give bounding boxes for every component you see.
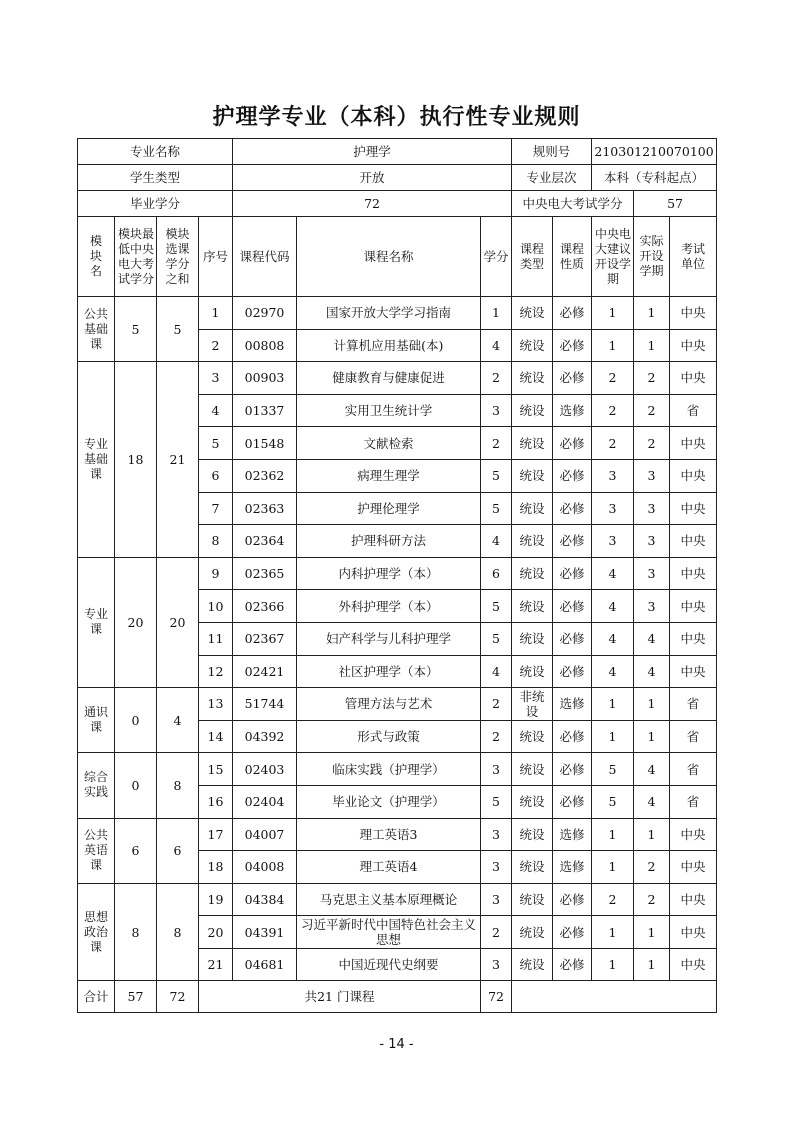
module-elective-sum: 5 [157, 297, 199, 362]
course-seq: 17 [199, 818, 233, 851]
course-nature: 必修 [553, 525, 592, 558]
module-name-text: 公共基础课 [83, 306, 108, 351]
course-seq: 1 [199, 297, 233, 330]
info-row-credits [78, 191, 717, 217]
module-min-credits: 18 [115, 362, 157, 558]
student-type-label: 学生类型 [78, 165, 233, 191]
course-suggest-term: 2 [592, 362, 634, 395]
course-nature: 选修 [553, 394, 592, 427]
course-seq: 8 [199, 525, 233, 558]
course-seq: 12 [199, 655, 233, 688]
course-name: 管理方法与艺术 [297, 688, 481, 721]
course-type: 统设 [512, 525, 553, 558]
course-credit: 3 [481, 883, 512, 916]
course-code: 02363 [233, 492, 297, 525]
course-credit: 2 [481, 916, 512, 949]
module-min-credits: 6 [115, 818, 157, 883]
course-credit: 5 [481, 785, 512, 818]
course-nature: 必修 [553, 557, 592, 590]
module-min-credits: 0 [115, 688, 157, 753]
major-label: 专业名称 [78, 139, 233, 165]
course-seq: 15 [199, 753, 233, 786]
table-row [78, 753, 717, 786]
course-seq: 19 [199, 883, 233, 916]
course-name: 国家开放大学学习指南 [297, 297, 481, 330]
grad-credits-label: 毕业学分 [78, 191, 233, 217]
course-seq: 5 [199, 427, 233, 460]
course-actual-term: 4 [634, 785, 670, 818]
course-nature: 必修 [553, 459, 592, 492]
header-min-central: 模块最低中央电大考试学分 [115, 217, 157, 297]
course-seq: 14 [199, 720, 233, 753]
course-type: 统设 [512, 362, 553, 395]
course-nature: 必修 [553, 753, 592, 786]
course-code: 04391 [233, 916, 297, 949]
info-row-type [78, 165, 717, 191]
course-credit: 5 [481, 622, 512, 655]
course-code: 02362 [233, 459, 297, 492]
course-exam-unit: 中央 [670, 948, 717, 981]
course-seq: 13 [199, 688, 233, 721]
course-seq: 10 [199, 590, 233, 623]
course-exam-unit: 中央 [670, 818, 717, 851]
course-name: 形式与政策 [297, 720, 481, 753]
student-type-value: 开放 [233, 165, 512, 191]
module-name [78, 883, 115, 981]
course-exam-unit: 中央 [670, 525, 717, 558]
table-row [78, 557, 717, 590]
course-code: 02970 [233, 297, 297, 330]
course-type: 非统设 [512, 688, 553, 721]
course-exam-unit: 中央 [670, 590, 717, 623]
course-type: 统设 [512, 916, 553, 949]
course-actual-term: 3 [634, 525, 670, 558]
course-exam-unit: 中央 [670, 883, 717, 916]
module-name [78, 362, 115, 558]
course-exam-unit: 省 [670, 753, 717, 786]
totals-label: 合计 [78, 981, 115, 1013]
course-code: 02366 [233, 590, 297, 623]
course-exam-unit: 中央 [670, 362, 717, 395]
course-exam-unit: 省 [670, 688, 717, 721]
totals-elective-sum: 72 [157, 981, 199, 1013]
course-suggest-term: 1 [592, 297, 634, 330]
course-exam-unit: 省 [670, 785, 717, 818]
course-suggest-term: 5 [592, 753, 634, 786]
course-type: 统设 [512, 297, 553, 330]
course-nature: 选修 [553, 851, 592, 884]
central-credits-label: 中央电大考试学分 [512, 191, 634, 217]
course-type: 统设 [512, 655, 553, 688]
course-code: 00903 [233, 362, 297, 395]
course-exam-unit: 中央 [670, 492, 717, 525]
course-code: 02403 [233, 753, 297, 786]
course-actual-term: 1 [634, 916, 670, 949]
major-value: 护理学 [233, 139, 512, 165]
header-nature: 课程性质 [553, 217, 592, 297]
table-row [78, 362, 717, 395]
course-suggest-term: 2 [592, 394, 634, 427]
course-actual-term: 4 [634, 655, 670, 688]
course-seq: 18 [199, 851, 233, 884]
course-suggest-term: 1 [592, 916, 634, 949]
course-type: 统设 [512, 720, 553, 753]
totals-empty [512, 981, 717, 1013]
course-name: 临床实践（护理学） [297, 753, 481, 786]
course-seq: 3 [199, 362, 233, 395]
course-credit: 5 [481, 590, 512, 623]
course-actual-term: 2 [634, 851, 670, 884]
course-credit: 2 [481, 427, 512, 460]
module-min-credits: 0 [115, 753, 157, 818]
header-row [78, 217, 717, 297]
course-nature: 必修 [553, 329, 592, 362]
document-title: 护理学专业（本科）执行性专业规则 [212, 105, 581, 130]
course-seq: 16 [199, 785, 233, 818]
course-name: 中国近现代史纲要 [297, 948, 481, 981]
totals-min-credits: 57 [115, 981, 157, 1013]
module-name [78, 753, 115, 818]
course-suggest-term: 4 [592, 590, 634, 623]
course-credit: 4 [481, 525, 512, 558]
course-credit: 4 [481, 329, 512, 362]
course-credit: 2 [481, 688, 512, 721]
module-name-text: 思想政治课 [83, 909, 108, 954]
course-suggest-term: 5 [592, 785, 634, 818]
course-suggest-term: 2 [592, 883, 634, 916]
course-actual-term: 1 [634, 948, 670, 981]
course-suggest-term: 1 [592, 948, 634, 981]
course-exam-unit: 省 [670, 394, 717, 427]
course-code: 04681 [233, 948, 297, 981]
course-type: 统设 [512, 948, 553, 981]
module-elective-sum: 20 [157, 557, 199, 687]
course-credit: 3 [481, 394, 512, 427]
course-nature: 必修 [553, 785, 592, 818]
course-credit: 3 [481, 753, 512, 786]
course-name: 毕业论文（护理学） [297, 785, 481, 818]
course-exam-unit: 中央 [670, 459, 717, 492]
course-actual-term: 1 [634, 297, 670, 330]
course-suggest-term: 3 [592, 525, 634, 558]
course-type: 统设 [512, 557, 553, 590]
course-credit: 5 [481, 459, 512, 492]
course-suggest-term: 1 [592, 329, 634, 362]
course-actual-term: 2 [634, 394, 670, 427]
course-code: 04384 [233, 883, 297, 916]
course-exam-unit: 省 [670, 720, 717, 753]
module-name [78, 557, 115, 687]
course-name: 内科护理学（本） [297, 557, 481, 590]
course-suggest-term: 1 [592, 688, 634, 721]
course-suggest-term: 3 [592, 492, 634, 525]
module-name-text: 专业课 [83, 607, 108, 637]
course-name: 外科护理学（本） [297, 590, 481, 623]
course-code: 04008 [233, 851, 297, 884]
course-seq: 6 [199, 459, 233, 492]
header-name: 课程名称 [297, 217, 481, 297]
course-actual-term: 3 [634, 590, 670, 623]
course-type: 统设 [512, 883, 553, 916]
course-name: 护理科研方法 [297, 525, 481, 558]
course-code: 02421 [233, 655, 297, 688]
course-exam-unit: 中央 [670, 297, 717, 330]
course-seq: 21 [199, 948, 233, 981]
course-name: 文献检索 [297, 427, 481, 460]
rule-no-value: 210301210070100 [592, 139, 717, 165]
course-code: 01548 [233, 427, 297, 460]
course-actual-term: 1 [634, 329, 670, 362]
table-row [78, 297, 717, 330]
course-actual-term: 2 [634, 427, 670, 460]
course-type: 统设 [512, 753, 553, 786]
course-nature: 必修 [553, 590, 592, 623]
course-code: 04392 [233, 720, 297, 753]
header-type: 课程类型 [512, 217, 553, 297]
header-credit: 学分 [481, 217, 512, 297]
course-actual-term: 4 [634, 753, 670, 786]
course-credit: 5 [481, 492, 512, 525]
course-credit: 1 [481, 297, 512, 330]
course-name: 病理生理学 [297, 459, 481, 492]
module-name-text: 综合实践 [83, 770, 108, 800]
course-name: 实用卫生统计学 [297, 394, 481, 427]
course-actual-term: 4 [634, 622, 670, 655]
course-suggest-term: 1 [592, 720, 634, 753]
module-name [78, 297, 115, 362]
course-type: 统设 [512, 818, 553, 851]
totals-credits: 72 [481, 981, 512, 1013]
header-module: 模块名 [78, 217, 115, 297]
course-actual-term: 2 [634, 883, 670, 916]
course-exam-unit: 中央 [670, 622, 717, 655]
course-nature: 必修 [553, 362, 592, 395]
header-suggest-term: 中央电大建议开设学期 [592, 217, 634, 297]
info-row-major [78, 139, 717, 165]
course-exam-unit: 中央 [670, 427, 717, 460]
rule-no-label: 规则号 [512, 139, 592, 165]
course-code: 04007 [233, 818, 297, 851]
course-nature: 必修 [553, 720, 592, 753]
course-credit: 3 [481, 948, 512, 981]
course-nature: 必修 [553, 916, 592, 949]
course-type: 统设 [512, 851, 553, 884]
header-code: 课程代码 [233, 217, 297, 297]
totals-course-count: 共21 门课程 [199, 981, 481, 1013]
course-type: 统设 [512, 459, 553, 492]
course-name: 护理伦理学 [297, 492, 481, 525]
course-code: 02365 [233, 557, 297, 590]
course-nature: 必修 [553, 427, 592, 460]
course-name: 健康教育与健康促进 [297, 362, 481, 395]
course-name: 马克思主义基本原理概论 [297, 883, 481, 916]
totals-row [78, 981, 717, 1013]
module-min-credits: 20 [115, 557, 157, 687]
header-elective-sum: 模块选课学分之和 [157, 217, 199, 297]
course-exam-unit: 中央 [670, 557, 717, 590]
level-value: 本科（专科起点） [592, 165, 717, 191]
course-type: 统设 [512, 590, 553, 623]
module-elective-sum: 6 [157, 818, 199, 883]
course-actual-term: 3 [634, 557, 670, 590]
course-actual-term: 1 [634, 688, 670, 721]
table-row [78, 688, 717, 721]
course-nature: 必修 [553, 948, 592, 981]
page-number: - 14 - [379, 1037, 414, 1052]
module-name-text: 专业基础课 [83, 436, 108, 481]
course-credit: 3 [481, 851, 512, 884]
course-nature: 必修 [553, 492, 592, 525]
table-row [78, 818, 717, 851]
table-row [78, 883, 717, 916]
course-suggest-term: 2 [592, 427, 634, 460]
level-label: 专业层次 [512, 165, 592, 191]
course-nature: 必修 [553, 883, 592, 916]
course-actual-term: 3 [634, 459, 670, 492]
course-seq: 9 [199, 557, 233, 590]
module-elective-sum: 4 [157, 688, 199, 753]
module-name [78, 818, 115, 883]
course-exam-unit: 中央 [670, 655, 717, 688]
module-name-text: 通识课 [83, 705, 108, 735]
course-credit: 4 [481, 655, 512, 688]
course-seq: 11 [199, 622, 233, 655]
course-actual-term: 1 [634, 720, 670, 753]
course-credit: 6 [481, 557, 512, 590]
course-type: 统设 [512, 492, 553, 525]
header-actual-term: 实际开设学期 [634, 217, 670, 297]
course-suggest-term: 4 [592, 557, 634, 590]
course-type: 统设 [512, 394, 553, 427]
course-name: 习近平新时代中国特色社会主义思想 [297, 916, 481, 949]
course-seq: 4 [199, 394, 233, 427]
course-name: 计算机应用基础(本) [297, 329, 481, 362]
course-nature: 必修 [553, 297, 592, 330]
course-suggest-term: 1 [592, 818, 634, 851]
program-rules-table [77, 138, 717, 1013]
course-name: 理工英语4 [297, 851, 481, 884]
module-elective-sum: 8 [157, 883, 199, 981]
course-actual-term: 3 [634, 492, 670, 525]
module-name-text: 公共英语课 [83, 828, 108, 873]
course-type: 统设 [512, 785, 553, 818]
course-nature: 必修 [553, 622, 592, 655]
course-nature: 选修 [553, 818, 592, 851]
course-credit: 2 [481, 362, 512, 395]
header-seq: 序号 [199, 217, 233, 297]
course-suggest-term: 4 [592, 655, 634, 688]
course-actual-term: 1 [634, 818, 670, 851]
course-seq: 7 [199, 492, 233, 525]
course-credit: 2 [481, 720, 512, 753]
course-code: 51744 [233, 688, 297, 721]
course-actual-term: 2 [634, 362, 670, 395]
course-code: 02364 [233, 525, 297, 558]
header-exam-unit: 考试单位 [670, 217, 717, 297]
course-type: 统设 [512, 622, 553, 655]
central-credits-value: 57 [634, 191, 717, 217]
course-code: 00808 [233, 329, 297, 362]
course-exam-unit: 中央 [670, 916, 717, 949]
module-name [78, 688, 115, 753]
course-code: 02404 [233, 785, 297, 818]
course-type: 统设 [512, 329, 553, 362]
course-type: 统设 [512, 427, 553, 460]
module-elective-sum: 21 [157, 362, 199, 558]
course-code: 02367 [233, 622, 297, 655]
course-name: 理工英语3 [297, 818, 481, 851]
course-credit: 3 [481, 818, 512, 851]
module-min-credits: 5 [115, 297, 157, 362]
course-seq: 20 [199, 916, 233, 949]
course-nature: 选修 [553, 688, 592, 721]
grad-credits-value: 72 [233, 191, 512, 217]
module-min-credits: 8 [115, 883, 157, 981]
course-suggest-term: 3 [592, 459, 634, 492]
course-exam-unit: 中央 [670, 329, 717, 362]
module-elective-sum: 8 [157, 753, 199, 818]
course-nature: 必修 [553, 655, 592, 688]
course-exam-unit: 中央 [670, 851, 717, 884]
course-code: 01337 [233, 394, 297, 427]
course-name: 社区护理学（本） [297, 655, 481, 688]
course-name: 妇产科学与儿科护理学 [297, 622, 481, 655]
course-seq: 2 [199, 329, 233, 362]
course-suggest-term: 4 [592, 622, 634, 655]
course-suggest-term: 1 [592, 851, 634, 884]
